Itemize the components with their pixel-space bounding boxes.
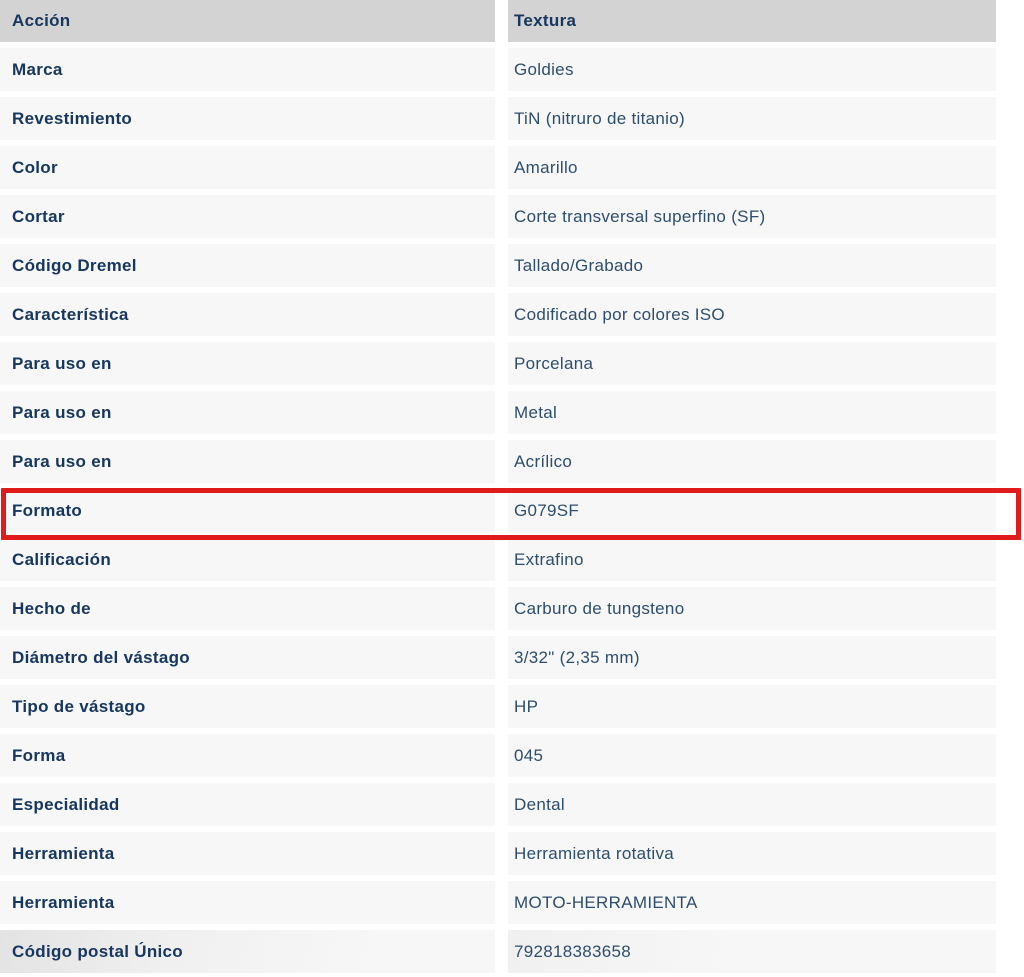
column-header-textura: Textura xyxy=(508,0,996,42)
row-label: Para uso en xyxy=(0,391,495,434)
table-row xyxy=(0,342,1024,385)
table-row xyxy=(0,195,1024,238)
row-value: Corte transversal superfino (SF) xyxy=(508,195,996,238)
table-row xyxy=(0,685,1024,728)
row-label: Formato xyxy=(0,489,495,532)
row-value: Herramienta rotativa xyxy=(508,832,996,875)
row-value: Metal xyxy=(508,391,996,434)
row-label: Herramienta xyxy=(0,881,495,924)
table-row xyxy=(0,783,1024,826)
row-value: G079SF xyxy=(508,489,996,532)
table-row xyxy=(0,832,1024,875)
row-value: 045 xyxy=(508,734,996,777)
table-row xyxy=(0,636,1024,679)
table-row xyxy=(0,881,1024,924)
row-value: Codificado por colores ISO xyxy=(508,293,996,336)
table-row xyxy=(0,97,1024,140)
row-value: HP xyxy=(508,685,996,728)
row-value: Amarillo xyxy=(508,146,996,189)
table-row xyxy=(0,930,1024,973)
table-row xyxy=(0,734,1024,777)
row-label: Hecho de xyxy=(0,587,495,630)
row-label: Cortar xyxy=(0,195,495,238)
row-value: Extrafino xyxy=(508,538,996,581)
row-value: Carburo de tungsteno xyxy=(508,587,996,630)
table-row xyxy=(0,244,1024,287)
row-label: Especialidad xyxy=(0,783,495,826)
row-label: Forma xyxy=(0,734,495,777)
row-value: Acrílico xyxy=(508,440,996,483)
table-row xyxy=(0,489,1024,532)
table-row xyxy=(0,440,1024,483)
table-row xyxy=(0,146,1024,189)
table-row xyxy=(0,293,1024,336)
row-value: Tallado/Grabado xyxy=(508,244,996,287)
row-value: 3/32" (2,35 mm) xyxy=(508,636,996,679)
row-label: Para uso en xyxy=(0,342,495,385)
row-label: Herramienta xyxy=(0,832,495,875)
table-row xyxy=(0,391,1024,434)
row-label: Código postal Único xyxy=(0,930,495,973)
column-header-accion: Acción xyxy=(0,0,495,42)
row-label: Código Dremel xyxy=(0,244,495,287)
row-value: TiN (nitruro de titanio) xyxy=(508,97,996,140)
row-label: Revestimiento xyxy=(0,97,495,140)
row-label: Calificación xyxy=(0,538,495,581)
row-label: Marca xyxy=(0,48,495,91)
table-row xyxy=(0,538,1024,581)
row-label: Para uso en xyxy=(0,440,495,483)
table-row xyxy=(0,587,1024,630)
row-value: Porcelana xyxy=(508,342,996,385)
row-value: Goldies xyxy=(508,48,996,91)
row-label: Característica xyxy=(0,293,495,336)
row-label: Color xyxy=(0,146,495,189)
row-value: MOTO-HERRAMIENTA xyxy=(508,881,996,924)
table-body xyxy=(0,48,1024,973)
row-label: Tipo de vástago xyxy=(0,685,495,728)
table-header-row xyxy=(0,0,1024,42)
table-row xyxy=(0,48,1024,91)
row-value: Dental xyxy=(508,783,996,826)
row-value: 792818383658 xyxy=(508,930,996,973)
row-label: Diámetro del vástago xyxy=(0,636,495,679)
